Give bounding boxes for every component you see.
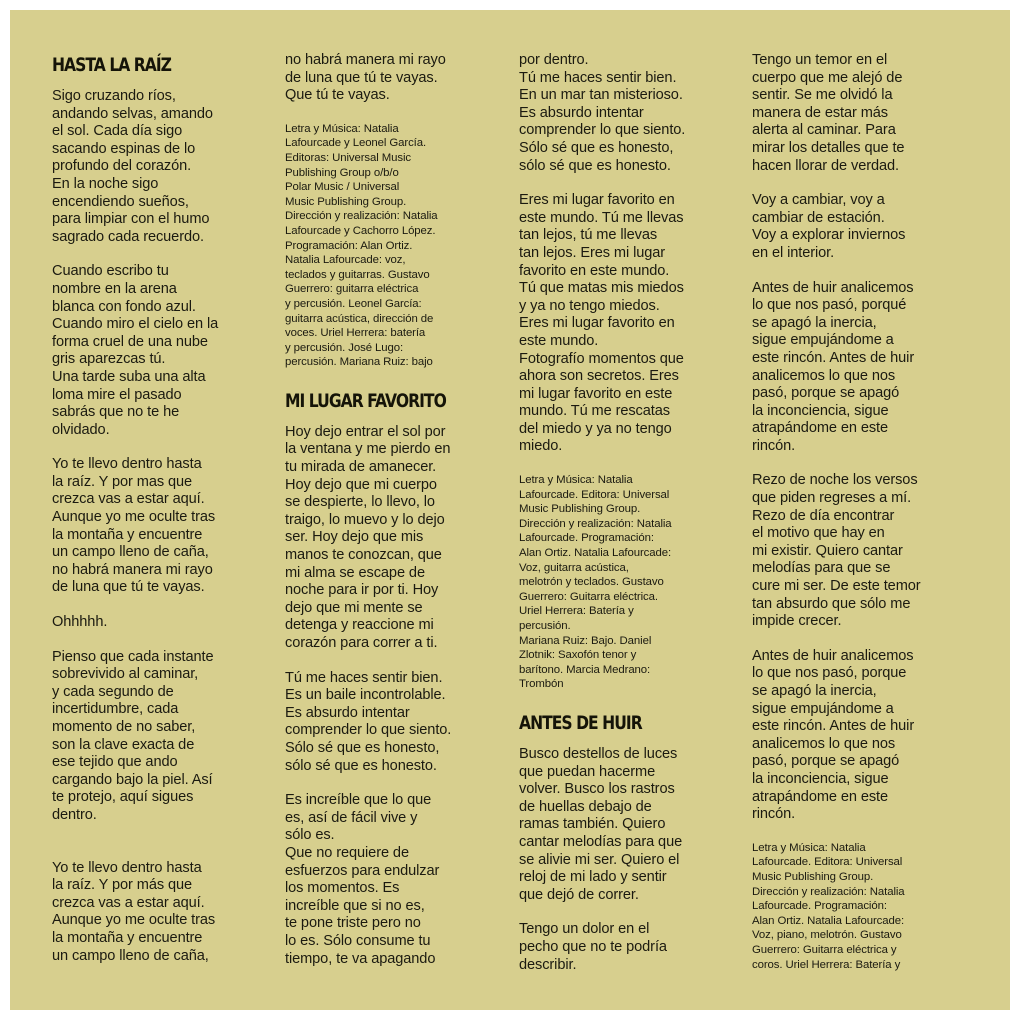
- song-title-hasta-la-raiz: HASTA LA RAÍZ: [52, 54, 171, 76]
- lyrics-paragraph: Ohhhhh.: [52, 614, 108, 631]
- credits-block: Letra y Música: Natalia Lafourcade. Editora: Universal Music Publishing Group. Dirección y realización: Natalia Lafourcade. Programación: Alan Ortiz. Natalia Lafourcade: Voz, guitarra acústica, melotrón y teclados. Gustavo Guerrero: Guitarra eléctrica. Uriel Herrera: Batería y percusión. Mariana Ruiz: Bajo. Daniel Zlotnik: Saxofón tenor y barítono. Marcia Medrano: Trombón: [519, 474, 672, 691]
- lyrics-paragraph: Hoy dejo entrar el sol por la ventana y me pierdo en tu mirada de amanecer. Hoy dejo que mi cuerpo se despierte, lo llevo, lo traigo, lo muevo y lo dejo ser. Hoy dejo que mis manos te conozcan, que mi alma se escape de noche para ir por ti. Hoy dejo que mi mente se detenga y reaccione mi corazón para correr a ti.: [285, 423, 451, 651]
- lyrics-paragraph: Tú me haces sentir bien. Es un baile incontrolable. Es absurdo intentar comprender lo que siento. Sólo sé que es honesto, sólo sé que es honesto.: [285, 669, 452, 774]
- lyrics-paragraph: Voy a cambiar, voy a cambiar de estación. Voy a explorar inviernos en el interior.: [752, 192, 906, 261]
- lyrics-paragraph: por dentro. Tú me haces sentir bien. En un mar tan misterioso. Es absurdo intentar comprender lo que siento. Sólo sé que es honesto, sólo sé que es honesto.: [519, 52, 686, 174]
- column-1: [52, 54, 277, 965]
- lyrics-paragraph: Es increíble que lo que es, así de fácil vive y sólo es. Que no requiere de esfuerzos para endulzar los momentos. Es increíble que si no es, te pone triste pero no lo es. Sólo consume tu tiempo, te va apagando: [285, 792, 440, 967]
- column-4: [752, 52, 977, 972]
- lyrics-paragraph: Eres mi lugar favorito en este mundo. Tú me llevas tan lejos, tú me llevas tan lejos. Eres mi lugar favorito en este mundo. Tú que matas mis miedos y ya no tengo miedos. Eres mi lugar favorito en este mundo. Fotografío momentos que ahora son secretos. Eres mi lugar favorito en este mundo. Tú me rescatas del miedo y ya no tengo miedo.: [519, 192, 684, 455]
- lyrics-paragraph: Antes de huir analicemos lo que nos pasó, porque se apagó la inercia, sigue empujándome a este rincón. Antes de huir analicemos lo que nos pasó, porque se apagó la inconciencia, sigue atrapándome en este rincón.: [752, 647, 915, 823]
- lyrics-paragraph: Cuando escribo tu nombre en la arena blanca con fondo azul. Cuando miro el cielo en la forma cruel de una nube gris aparezcas tú. Una tarde suba una alta loma mire el pasado sabrás que no te he olvidado.: [52, 263, 219, 438]
- lyrics-paragraph: Busco destellos de luces que puedan hacerme volver. Busco los rastros de huellas debajo de ramas también. Quiero cantar melodías para que se alivie mi ser. Quiero el reloj de mi lado y sentir que dejó de correr.: [519, 745, 683, 903]
- column-2: [285, 52, 510, 968]
- lyrics-paragraph: Rezo de noche los versos que piden regreses a mí. Rezo de día encontrar el motivo que hay en mi existir. Quiero cantar melodías para que se cure mi ser. De este temor tan absurdo que sólo me impide crecer.: [752, 472, 921, 630]
- song-title-antes-de-huir: ANTES DE HUIR: [519, 711, 642, 734]
- lyrics-paragraph: Antes de huir analicemos lo que nos pasó, porqué se apagó la inercia, sigue empujándome a este rincón. Antes de huir analicemos lo que nos pasó, porque se apagó la inconciencia, sigue atrapándome en este rincón.: [752, 279, 915, 454]
- song-title-mi-lugar-favorito: MI LUGAR FAVORITO: [285, 389, 446, 412]
- lyrics-paragraph: Tengo un dolor en el pecho que no te podría describir.: [519, 921, 667, 973]
- credits-block: Letra y Música: Natalia Lafourcade. Editora: Universal Music Publishing Group. Dirección y realización: Natalia Lafourcade. Programación: Alan Ortiz. Natalia Lafourcade: Voz, piano, melotrón. Gustavo Guerrero: Guitarra eléctrica y coros. Uriel Herrera: Batería y: [752, 841, 905, 971]
- credits-block: Letra y Música: Natalia Lafourcade y Leonel García. Editoras: Universal Music Publishing Group o/b/o Polar Music / Universal Music Publishing Group. Dirección y realización: Natalia Lafourcade y Cachorro López. Programación: Alan Ortiz. Natalia Lafourcade: voz, teclados y guitarras. Gustavo Guerrero: guitarra eléctrica y percusión. Leonel García: guitarra acústica, dirección de voces. Uriel Herrera: batería y percusión. José Lugo: percusión. Mariana Ruiz: bajo: [285, 122, 438, 369]
- lyrics-paragraph: no habrá manera mi rayo de luna que tú te vayas. Que tú te vayas.: [285, 52, 446, 104]
- lyrics-paragraph: Sigo cruzando ríos, andando selvas, amando el sol. Cada día sigo sacando espinas de lo profundo del corazón. En la noche sigo encendiendo sueños, para limpiar con el humo sagrado cada recuerdo.: [52, 88, 213, 245]
- lyrics-paragraph: Yo te llevo dentro hasta la raíz. Y por mas que crezca vas a estar aquí. Aunque yo me oculte tras la montaña y encuentre un campo lleno de caña, no habrá manera mi rayo de luna que tú te vayas.: [52, 456, 216, 596]
- lyrics-paragraph: Yo te llevo dentro hasta la raíz. Y por más que crezca vas a estar aquí. Aunque yo me oculte tras la montaña y encuentre un campo lleno de caña,: [52, 859, 216, 964]
- booklet-page: [10, 10, 1010, 1010]
- lyrics-paragraph: Pienso que cada instante sobrevivido al caminar, y cada segundo de incertidumbre, cada momento de no saber, son la clave exacta de ese tejido que ando cargando bajo la piel. Así te protejo, aquí sigues dentro.: [52, 648, 214, 823]
- column-3: [519, 52, 744, 974]
- lyrics-paragraph: Tengo un temor en el cuerpo que me alejó de sentir. Se me olvidó la manera de estar más alerta al caminar. Para mirar los detalles que te hacen llorar de verdad.: [752, 52, 905, 174]
